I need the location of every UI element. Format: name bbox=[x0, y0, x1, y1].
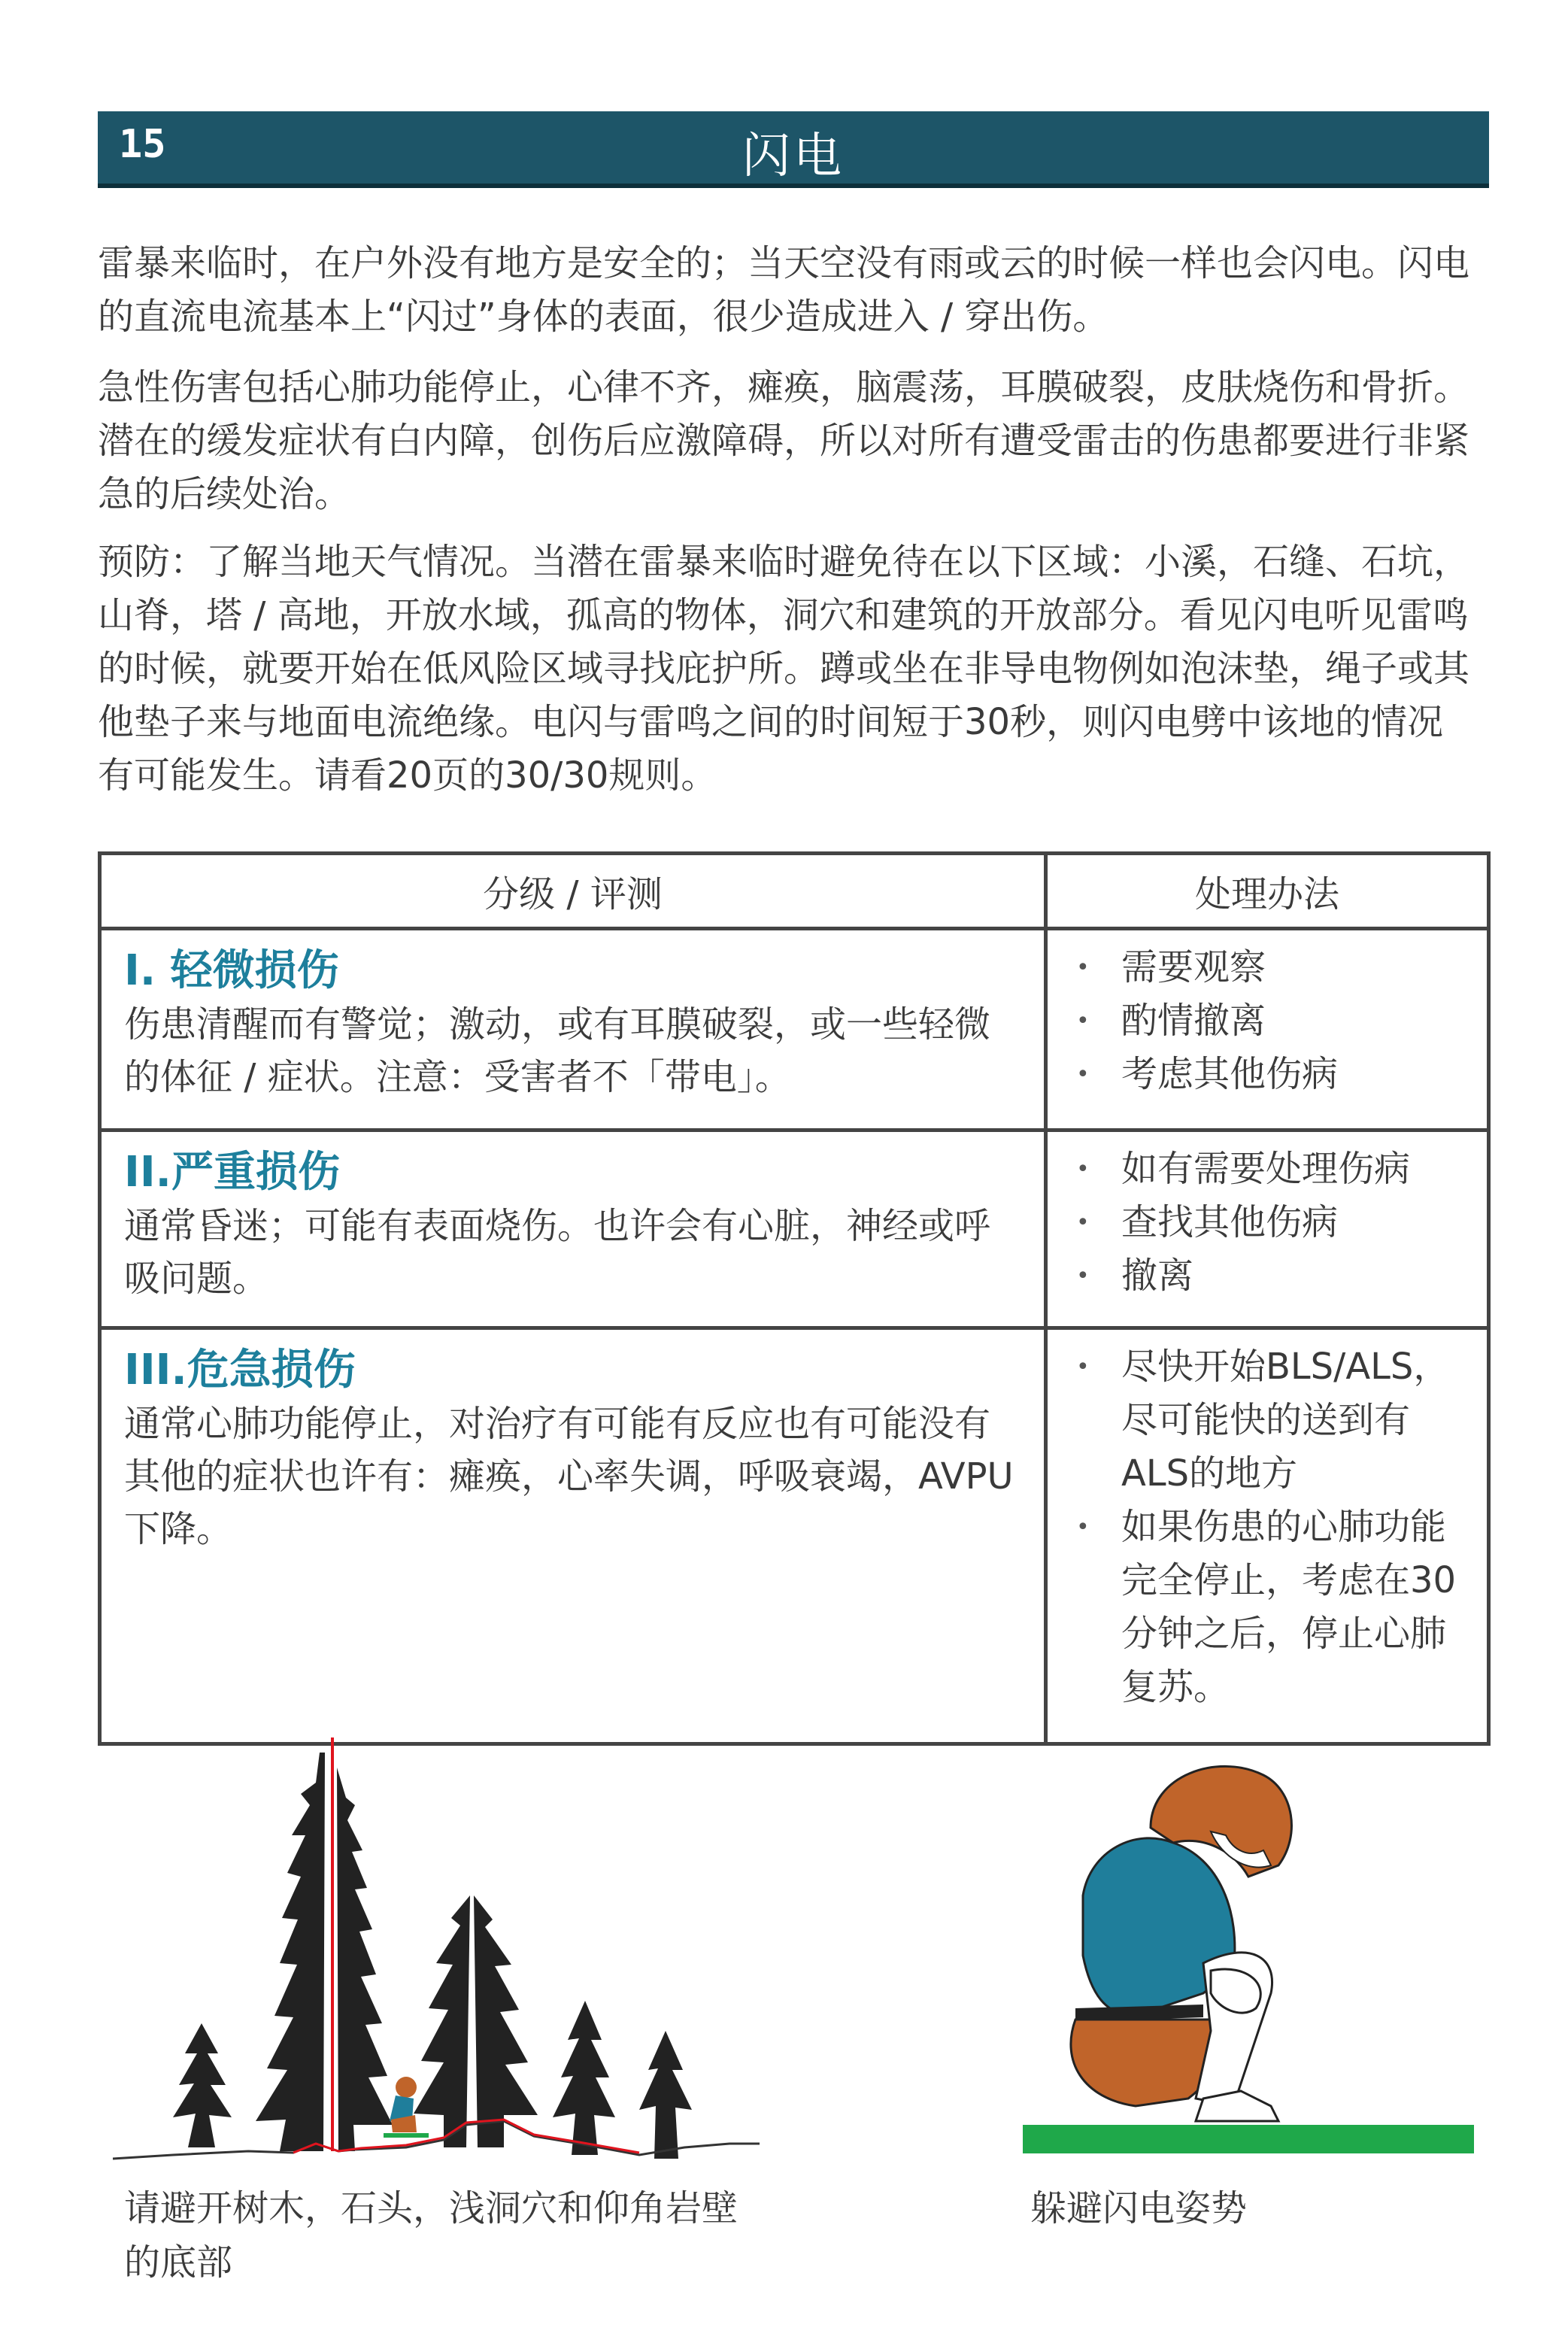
grade-description: 通常心肺功能停止，对治疗有可能有反应也有可能没有其他的症状也许有：瘫痪，心率失调，呼吸衰竭，AVPU 下降。 bbox=[124, 1403, 1014, 1550]
tree-shape bbox=[173, 2023, 232, 2147]
table-row bbox=[100, 929, 1489, 1130]
treatment-cell bbox=[1046, 1130, 1489, 1328]
list-item: • 查找其他伤病 bbox=[1069, 1196, 1472, 1249]
grade-title: I. 轻微损伤 bbox=[124, 946, 339, 995]
grade-title: II.严重损伤 bbox=[124, 1148, 340, 1197]
grade-cell bbox=[100, 929, 1046, 1130]
trees-caption: 请避开树木，石头，浅洞穴和仰角岩壁的底部 bbox=[124, 2187, 739, 2284]
bullet-icon: • bbox=[1076, 1209, 1090, 1236]
grade-cell bbox=[100, 1328, 1046, 1744]
bullet-icon: • bbox=[1076, 1354, 1090, 1380]
intro-paragraph: 雷暴来临时，在户外没有地方是安全的；当天空没有雨或云的时候一样也会闪电。闪电的直流电流基本上“闪过”身体的表面，很少造成进入 / 穿出伤。 bbox=[98, 242, 1470, 338]
bullet-icon: • bbox=[1076, 1514, 1090, 1540]
table-row bbox=[100, 1328, 1489, 1744]
list-item: • 如有需要处理伤病 bbox=[1069, 1143, 1472, 1196]
treatment-cell bbox=[1046, 1328, 1489, 1744]
table-header-row bbox=[100, 854, 1489, 929]
header-grading: 分级 / 评测 bbox=[100, 854, 1046, 929]
tree-shape bbox=[553, 2001, 615, 2155]
list-item: • 考虑其他伤病 bbox=[1069, 1048, 1472, 1101]
page-header bbox=[98, 111, 1489, 188]
treatment-list bbox=[1069, 941, 1472, 1101]
grade-title: III.危急损伤 bbox=[124, 1346, 356, 1395]
list-item: • 撤离 bbox=[1069, 1249, 1472, 1303]
grade-description: 伤患清醒而有警觉；激动，或有耳膜破裂，或一些轻微的体征 / 症状。注意：受害者不「带电」。 bbox=[124, 1003, 991, 1098]
insulating-mat bbox=[384, 2133, 429, 2138]
list-item: • 如果伤患的心肺功能完全停止，考虑在30分钟之后，停止心肺复苏。 bbox=[1069, 1501, 1472, 1714]
bullet-icon: • bbox=[1076, 1263, 1090, 1289]
tree-shape bbox=[414, 1895, 470, 2147]
list-item: • 需要观察 bbox=[1069, 941, 1472, 994]
page-number: 15 bbox=[119, 122, 166, 167]
grade-description: 通常昏迷；可能有表面烧伤。也许会有心脏，神经或呼吸问题。 bbox=[124, 1205, 991, 1300]
list-item: • 酌情撤离 bbox=[1069, 994, 1472, 1048]
bullet-icon: • bbox=[1076, 1156, 1090, 1182]
grade-cell bbox=[100, 1130, 1046, 1328]
treatment-list bbox=[1069, 1143, 1472, 1303]
treatment-list bbox=[1069, 1340, 1472, 1714]
page-title: 闪电 bbox=[742, 129, 845, 184]
list-item: • 尽快开始BLS/ALS，尽可能快的送到有ALS的地方 bbox=[1069, 1340, 1472, 1501]
person-head bbox=[396, 2077, 417, 2098]
bullet-icon: • bbox=[1076, 1061, 1090, 1088]
pose-caption: 躲避闪电姿势 bbox=[1030, 2187, 1248, 2229]
bullet-icon: • bbox=[1076, 1008, 1090, 1034]
injuries-paragraph: 急性伤害包括心肺功能停止，心律不齐，瘫痪，脑震荡，耳膜破裂，皮肤烧伤和骨折。潜在的缓发症状有白内障，创伤后应激障碍，所以对所有遭受雷击的伤患都要进行非紧急的后续处治。 bbox=[98, 366, 1470, 515]
prevention-paragraph: 预防：了解当地天气情况。当潜在雷暴来临时避免待在以下区域：小溪，石缝、石坑，山脊，塔 / 高地，开放水域，孤高的物体，洞穴和建筑的开放部分。看见闪电听见雷鸣的时候，就要开始在低风险区域寻找庇护所。蹲或坐在非导电物例如泡沫垫，绳子或其他垫子来与地面电流绝缘。电闪与雷鸣之间的时间短于30秒，则闪电劈中该地的情况有可能发生。请看20页的30/30规则。 bbox=[98, 541, 1470, 797]
lightning-position-illustration bbox=[1023, 1745, 1474, 2181]
trees-lightning-illustration bbox=[113, 1722, 760, 2166]
table-row bbox=[100, 1130, 1489, 1328]
tree-shape bbox=[337, 1768, 393, 2151]
tree-shape bbox=[639, 2031, 692, 2159]
treatment-cell bbox=[1046, 929, 1489, 1130]
tree-shape bbox=[474, 1895, 538, 2147]
header-treatment: 处理办法 bbox=[1046, 854, 1489, 929]
grading-table bbox=[98, 851, 1491, 1746]
insulating-mat bbox=[1023, 2125, 1474, 2153]
bullet-icon: • bbox=[1076, 954, 1090, 981]
tree-shape bbox=[256, 1753, 325, 2151]
